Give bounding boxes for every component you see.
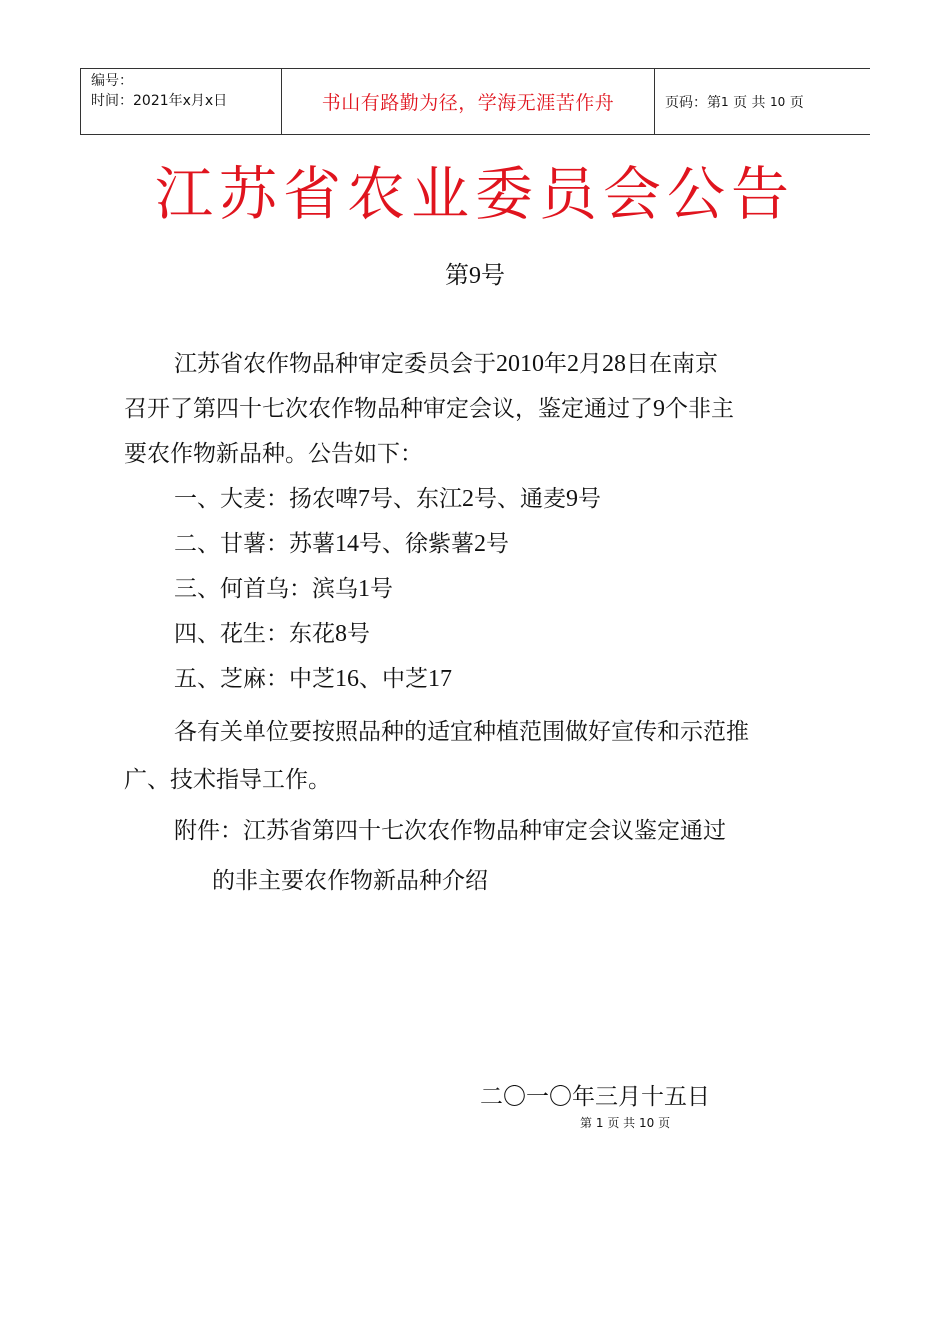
item5-num2: 17 bbox=[428, 666, 452, 692]
document-title: 江苏省农业委员会公告 bbox=[154, 160, 795, 228]
item3-text-a: 三、何首乌：滨乌 bbox=[174, 576, 358, 602]
list-item bbox=[174, 664, 452, 694]
item4-text-a: 四、花生：东花 bbox=[174, 621, 335, 647]
item2-num2: 2 bbox=[474, 531, 486, 557]
doc-number-prefix: 第 bbox=[445, 261, 469, 289]
item5-text-b: 、中芝 bbox=[359, 666, 428, 692]
page-prefix: 页码：第 bbox=[665, 94, 721, 111]
list-item bbox=[174, 619, 370, 649]
list-item bbox=[174, 529, 509, 559]
number-label: 编号： bbox=[91, 73, 133, 89]
item2-text-b: 号、徐紫薯 bbox=[359, 531, 474, 557]
page-total: 10 bbox=[770, 94, 786, 109]
motto-text: 书山有路勤为径，学海无涯苦作舟 bbox=[321, 92, 615, 114]
page-middle: 页 共 bbox=[733, 94, 766, 111]
header-left-cell bbox=[81, 69, 282, 134]
p1-text-d: 日在南京 bbox=[626, 351, 718, 377]
p1-text-a: 江苏省农作物品种审定委员会于 bbox=[174, 351, 496, 377]
footer-middle: 页 共 bbox=[607, 1116, 636, 1130]
item2-text-c: 号 bbox=[486, 531, 509, 557]
footer-prefix: 第 bbox=[580, 1116, 593, 1130]
footer-current: 1 bbox=[595, 1116, 604, 1130]
page-current: 1 bbox=[721, 94, 729, 109]
item3-num1: 1 bbox=[358, 576, 370, 602]
paragraph1-line3: 要农作物新品种。公告如下： bbox=[124, 441, 423, 467]
item1-text-c: 号、通麦 bbox=[474, 486, 566, 512]
item2-num1: 14 bbox=[335, 531, 359, 557]
footer-total: 10 bbox=[638, 1116, 655, 1130]
item3-text-b: 号 bbox=[370, 576, 393, 602]
paragraph2-line1: 各有关单位要按照品种的适宜种植范围做好宣传和示范推 bbox=[174, 719, 749, 745]
item2-text-a: 二、甘薯：苏薯 bbox=[174, 531, 335, 557]
list-item bbox=[174, 484, 601, 514]
document-date: 二〇一〇年三月十五日 bbox=[480, 1084, 710, 1110]
p1-text-b: 年 bbox=[544, 351, 567, 377]
paragraph1-line1 bbox=[174, 349, 718, 379]
item1-text-b: 号、东江 bbox=[370, 486, 462, 512]
item5-text-a: 五、芝麻：中芝 bbox=[174, 666, 335, 692]
doc-number-value: 9 bbox=[469, 263, 481, 289]
item4-text-b: 号 bbox=[347, 621, 370, 647]
item1-text-d: 号 bbox=[578, 486, 601, 512]
item1-num3: 9 bbox=[566, 486, 578, 512]
document-number bbox=[0, 258, 950, 293]
time-label: 时间：2021年x月x日 bbox=[91, 93, 228, 109]
header-motto-cell bbox=[282, 69, 655, 134]
p1-month: 2 bbox=[567, 351, 579, 377]
p1-text-c: 月 bbox=[579, 351, 602, 377]
item1-num2: 2 bbox=[462, 486, 474, 512]
header-table bbox=[80, 68, 870, 135]
header-page-cell bbox=[655, 69, 870, 134]
list-item bbox=[174, 574, 393, 604]
p1-year: 2010 bbox=[496, 351, 544, 377]
page-suffix: 页 bbox=[789, 94, 804, 111]
p1-day: 28 bbox=[602, 351, 626, 377]
doc-number-suffix: 号 bbox=[481, 261, 505, 289]
footer-suffix: 页 bbox=[658, 1116, 671, 1130]
p1-line2-num: 9 bbox=[653, 396, 665, 422]
item1-text-a: 一、大麦：扬农啤 bbox=[174, 486, 358, 512]
paragraph1-line2 bbox=[124, 394, 734, 424]
attachment-line1: 附件：江苏省第四十七次农作物品种审定会议鉴定通过 bbox=[174, 818, 726, 844]
item1-num1: 7 bbox=[358, 486, 370, 512]
item5-num1: 16 bbox=[335, 666, 359, 692]
page-footer bbox=[580, 1115, 670, 1131]
paragraph2-line2: 广、技术指导工作。 bbox=[124, 767, 331, 793]
item4-num1: 8 bbox=[335, 621, 347, 647]
p1-line2-text-b: 个非主 bbox=[665, 396, 734, 422]
attachment-line2: 的非主要农作物新品种介绍 bbox=[212, 868, 488, 894]
p1-line2-text-a: 召开了第四十七次农作物品种审定会议，鉴定通过了 bbox=[124, 396, 653, 422]
